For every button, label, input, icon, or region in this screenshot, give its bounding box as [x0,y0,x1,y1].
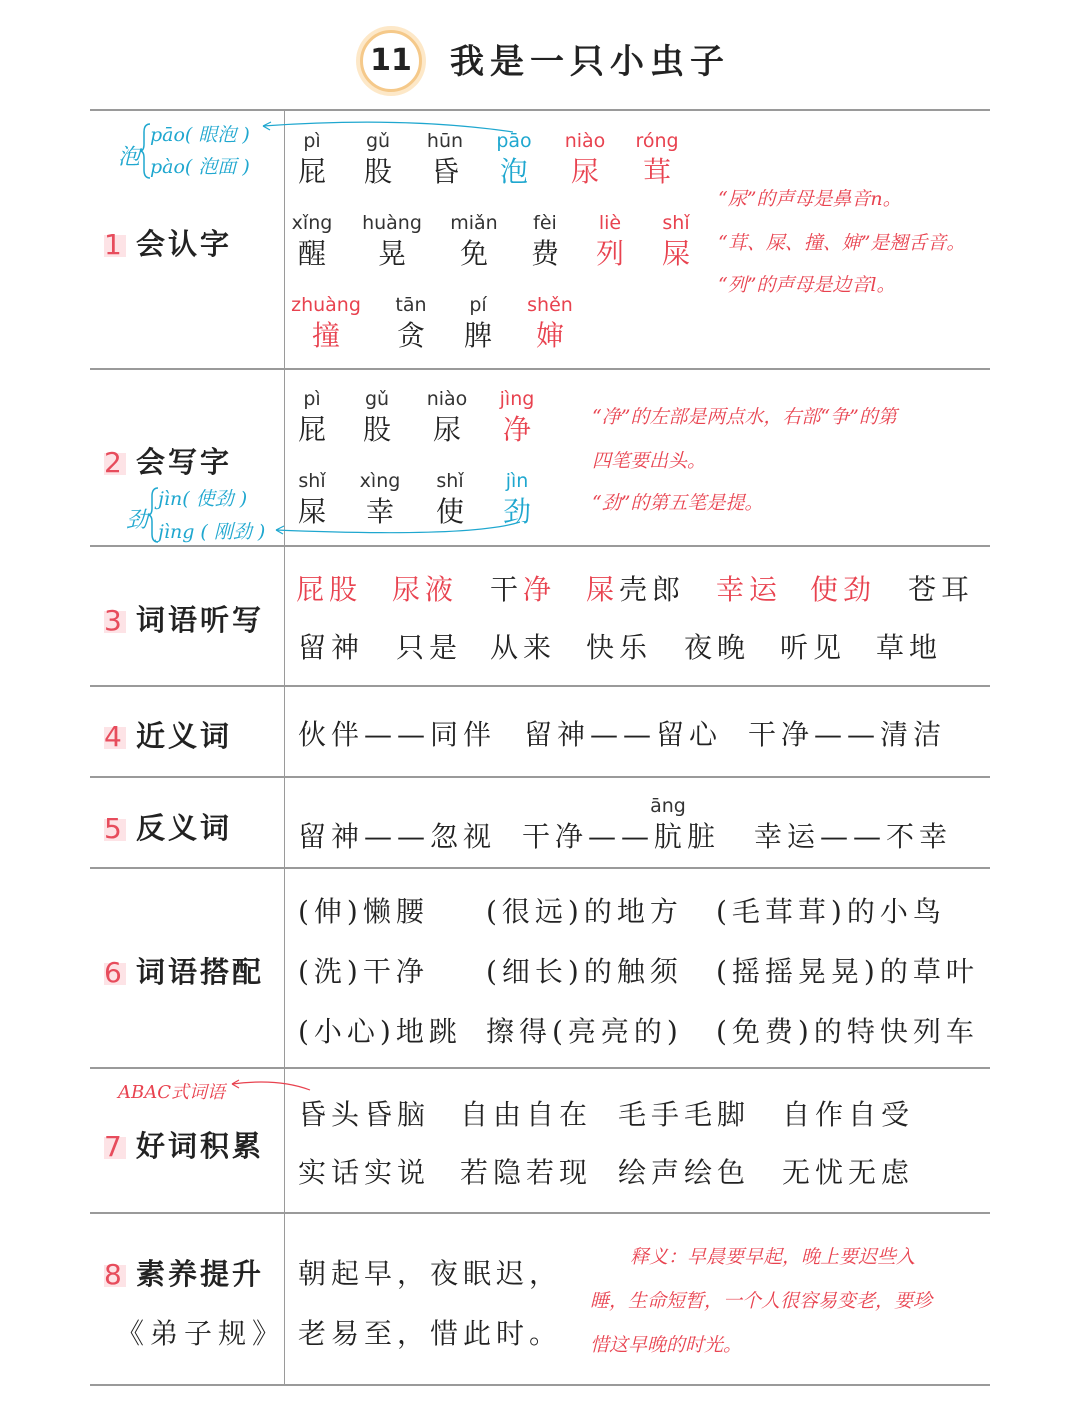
pinyin: hūn [426,130,464,152]
section-label-7 [104,1124,264,1165]
pinyin: shǐ [662,212,690,234]
hanzi: 列 [595,237,624,270]
pinyin: shǐ [298,470,326,492]
section-number: 7 [104,1137,126,1159]
section-label-4 [104,714,232,755]
synonym-pair: 留神——留心 [524,718,723,751]
section-label-5 [104,806,232,847]
hanzi: 劲 [502,495,531,528]
dictation-word: 快乐 [586,631,653,664]
polyphone-reading-1: jìn( 使劲 ) [158,488,248,510]
idiom: 实话实说 [298,1156,431,1189]
pinyin: pāo [496,130,532,152]
pinyin: tān [395,294,427,316]
dictation-word: 幸运 [716,573,783,606]
pinyin: huàng [362,212,422,234]
hanzi: 昏 [430,155,459,188]
hanzi: 晃 [377,237,406,270]
explanation-line: 睡，生命短暂，一个人很容易变老，要珍 [590,1290,933,1312]
dictation-word: 尿液 [392,573,459,606]
collocation: (伸)懒腰 [298,895,429,928]
hanzi: 尿 [570,155,599,188]
hanzi: 费 [530,237,559,270]
table-divider [90,545,990,547]
hanzi: 婶 [535,319,564,352]
dictation-word: 屁股 [296,573,363,606]
table-divider [90,1067,990,1069]
note-line: 四笔要出头。 [592,450,707,472]
dictation-word: 听见 [780,631,847,664]
table-divider [90,1212,990,1214]
pinyin: gǔ [364,388,390,410]
collocation: (摇摇晃晃)的草叶 [716,955,979,988]
section-number: 5 [104,819,126,841]
pinyin: niào [426,388,468,410]
abac-note: ABAC式词语 [118,1082,225,1103]
hanzi: 屎 [661,237,690,270]
note-line: “尿”的声母是鼻音n。 [718,188,902,210]
classic-line: 朝起早，夜眠迟， [298,1257,563,1290]
section-number: 8 [104,1265,126,1287]
hanzi: 泡 [499,155,528,188]
polyphone-char: 泡 [118,145,141,170]
section-title: 词语听写 [136,603,265,637]
pinyin: jìn [505,470,529,492]
pinyin: liè [598,212,622,234]
explanation-line: 释义：早晨要早起，晚上要迟些入 [630,1246,916,1268]
idiom: 无忧无虑 [782,1156,915,1189]
section-number: 3 [104,611,126,633]
explanation-line: 惜这早晚的时光。 [590,1334,743,1356]
collocation: (很远)的地方 [486,895,683,928]
pinyin: shěn [527,294,573,316]
table-divider [90,685,990,687]
note-line: “劲”的第五笔是提。 [592,492,764,514]
page-header [0,22,1080,92]
pinyin: zhuàng [291,294,361,316]
polyphone-reading-2: jìng ( 刚劲 ) [158,521,266,543]
dictation-word: 留神 [298,631,365,664]
section-label-8 [104,1252,264,1293]
polyphone-char: 劲 [126,508,149,533]
lesson-number-badge: 11 [360,30,422,92]
hanzi: 使 [435,495,464,528]
hanzi: 撞 [311,319,340,352]
section-number: 4 [104,727,126,749]
note-line: “列”的声母是边音l。 [718,274,896,296]
pinyin: niào [564,130,606,152]
dictation-word: 苍耳 [908,573,975,606]
section-title: 会认字 [136,227,233,261]
section-label-2 [104,440,232,481]
arrow-icon [228,1078,312,1092]
pinyin: jìng [499,388,535,410]
pinyin: pí [469,294,487,316]
section-label-6 [104,950,264,991]
section-label-3 [104,598,264,639]
synonym-pair: 伙伴——同伴 [298,718,497,751]
polyphone-reading-1: pāo( 眼泡 ) [150,124,250,146]
section-number: 6 [104,963,126,985]
section-title: 好词积累 [136,1129,265,1163]
antonym-pair: 留神——忽视 [298,820,497,853]
dictation-word: 使劲 [810,573,877,606]
hanzi: 贪 [396,319,425,352]
hanzi: 股 [362,413,391,446]
synonym-pair: 干净——清洁 [748,718,947,751]
collocation: (毛茸茸)的小鸟 [716,895,946,928]
table-divider [90,776,990,778]
collocation: (洗)干净 [298,955,429,988]
antonym-pair: 干净——肮脏 [522,820,721,853]
page-title: 我是一只小虫子 [450,42,730,82]
idiom: 自作自受 [782,1098,915,1131]
hanzi: 净 [502,413,531,446]
collocation: (小心)地跳 [298,1015,462,1048]
table-divider [90,1384,990,1386]
section-number: 1 [104,235,126,257]
hanzi: 股 [363,155,392,188]
section-title: 会写字 [136,445,233,479]
hanzi: 尿 [432,413,461,446]
note-line: “净”的左部是两点水，右部“争”的第 [592,406,897,428]
section-label-1 [104,222,232,263]
pinyin: miǎn [450,212,498,234]
pinyin: āng [650,795,686,817]
dictation-word: 夜晚 [684,631,751,664]
dictation-word: 干净 [490,573,557,606]
note-line: “茸、屎、撞、婶”是翘舌音。 [718,232,966,254]
source-title: 《弟子规》 [116,1317,287,1350]
classic-line: 老易至，惜此时。 [298,1317,563,1350]
table-divider [90,109,990,111]
pinyin: pì [303,388,321,410]
section-title: 反义词 [136,811,233,845]
dictation-word: 屎壳郎 [586,573,686,606]
collocation: (细长)的触须 [486,955,683,988]
hanzi: 脾 [463,319,492,352]
dictation-word: 只是 [396,631,463,664]
pinyin: róng [635,130,679,152]
section-title: 素养提升 [136,1257,265,1291]
pinyin: shǐ [436,470,464,492]
collocation: 擦得(亮亮的) [486,1015,683,1048]
hanzi: 屁 [297,155,326,188]
idiom: 毛手毛脚 [618,1098,751,1131]
hanzi: 茸 [642,155,671,188]
pinyin: pì [303,130,321,152]
idiom: 若隐若现 [460,1156,593,1189]
table-divider [90,867,990,869]
antonym-pair: 幸运——不幸 [754,820,953,853]
dictation-word: 从来 [490,631,557,664]
pinyin: gǔ [365,130,391,152]
section-title: 近义词 [136,719,233,753]
idiom: 绘声绘色 [618,1156,751,1189]
hanzi: 免 [459,237,488,270]
dictation-word: 草地 [876,631,943,664]
polyphone-reading-2: pào( 泡面 ) [150,156,250,178]
hanzi: 屁 [297,413,326,446]
pinyin: xǐng [291,212,333,234]
hanzi: 屎 [297,495,326,528]
section-number: 2 [104,453,126,475]
section-title: 词语搭配 [136,955,265,989]
table-column-divider [284,110,285,1386]
idiom: 自由自在 [460,1098,593,1131]
hanzi: 醒 [297,237,326,270]
pinyin: xìng [359,470,401,492]
table-divider [90,368,990,370]
idiom: 昏头昏脑 [298,1098,431,1131]
pinyin: fèi [533,212,557,234]
hanzi: 幸 [365,495,394,528]
collocation: (免费)的特快列车 [716,1015,979,1048]
